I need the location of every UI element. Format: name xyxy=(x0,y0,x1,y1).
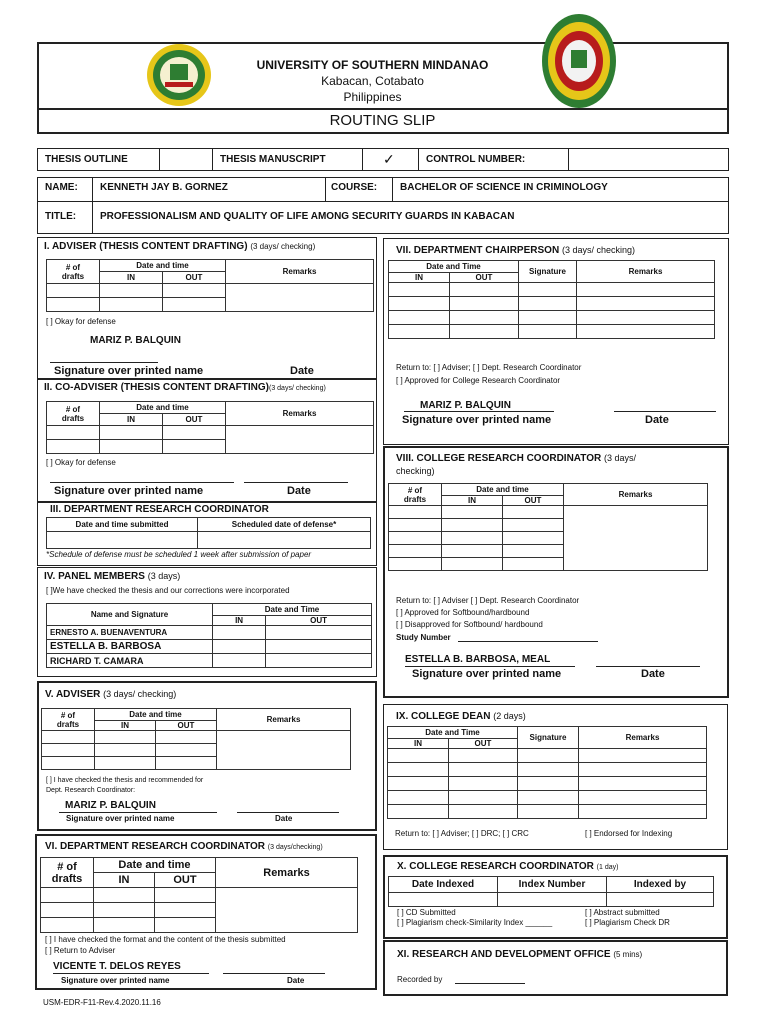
section-9-college-dean xyxy=(383,704,728,850)
s8-return[interactable]: Return to: [ ] Adviser [ ] Dept. Research Coordinator xyxy=(396,596,580,605)
s1-title: I. ADVISER (THESIS CONTENT DRAFTING) xyxy=(44,241,248,252)
section-2-co-adviser xyxy=(37,379,377,502)
s4-note: (3 days) xyxy=(147,571,181,581)
s6-table: # of drafts Date and time Remarks IN OUT xyxy=(40,857,358,933)
s8-study-number-line[interactable] xyxy=(458,641,598,642)
section-7-dept-chairperson xyxy=(383,238,729,445)
s1-signer: MARIZ P. BALQUIN xyxy=(90,335,181,346)
thesis-manuscript-label: THESIS MANUSCRIPT xyxy=(220,154,326,165)
section-1-adviser xyxy=(37,237,377,379)
s7-signer: MARIZ P. BALQUIN xyxy=(420,400,511,411)
s8-study-number-label: Study Number xyxy=(396,633,451,642)
university-town: Kabacan, Cotabato xyxy=(321,74,424,88)
s10-table: Date Indexed Index Number Indexed by xyxy=(388,876,714,907)
s8-date-label: Date xyxy=(641,668,665,680)
check-mark: ✓ xyxy=(383,151,395,167)
s5-table: # of drafts Date and time Remarks IN OUT xyxy=(41,708,351,770)
s8-title: VIII. COLLEGE RESEARCH COORDINATOR xyxy=(396,453,602,464)
s5-sig-label: Signature over printed name xyxy=(66,814,175,823)
s7-sig-label: Signature over printed name xyxy=(402,414,552,426)
s10-plagiarism-index[interactable]: [ ] Plagiarism check-Similarity Index ______ xyxy=(397,918,553,927)
section-10-college-research-coordinator xyxy=(383,855,728,939)
s7-note: (3 days/ checking) xyxy=(561,245,635,255)
s6-date-label: Date xyxy=(287,976,305,985)
s4-title: IV. PANEL MEMBERS xyxy=(44,571,145,582)
s6-title: VI. DEPARTMENT RESEARCH COORDINATOR xyxy=(45,841,266,852)
s6-return-adviser[interactable]: [ ] Return to Adviser xyxy=(45,946,116,955)
s7-approved[interactable]: [ ] Approved for College Research Coordinator xyxy=(396,376,561,385)
section-8-college-research-coordinator xyxy=(383,446,729,698)
thesis-outline-label: THESIS OUTLINE xyxy=(45,154,128,165)
s2-date-label: Date xyxy=(287,485,311,497)
university-country: Philippines xyxy=(343,90,402,104)
s9-note: (2 days) xyxy=(493,711,526,721)
s8-note: (3 days/ xyxy=(603,453,636,463)
s1-sig-label: Signature over printed name xyxy=(54,365,204,377)
s10-plagiarism-dr[interactable]: [ ] Plagiarism Check DR xyxy=(585,918,670,927)
s7-table: Date and Time Signature Remarks IN OUT xyxy=(388,260,715,339)
s2-title: II. CO-ADVISER (THESIS CONTENT DRAFTING) xyxy=(44,382,269,393)
title-label: TITLE: xyxy=(45,211,77,222)
s1-note: (3 days/ checking) xyxy=(250,242,316,251)
section-5-adviser xyxy=(37,681,377,831)
section-6-dept-research-coordinator xyxy=(35,834,377,990)
s5-note: (3 days/ checking) xyxy=(103,689,177,699)
s6-sig-label: Signature over printed name xyxy=(61,976,170,985)
s6-signer: VICENTE T. DELOS REYES xyxy=(53,961,181,972)
s1-okay-checkbox[interactable]: [ ] Okay for defense xyxy=(46,317,116,326)
panel-member-3: RICHARD T. CAMARA xyxy=(47,654,213,668)
s6-note: (3 days/checking) xyxy=(267,844,323,851)
s8-approved[interactable]: [ ] Approved for Softbound/hardbound xyxy=(396,608,530,617)
s5-signer: MARIZ P. BALQUIN xyxy=(65,800,156,811)
s2-okay-checkbox[interactable]: [ ] Okay for defense xyxy=(46,458,116,467)
s3-title: III. DEPARTMENT RESEARCH COORDINATOR xyxy=(50,504,269,515)
s7-title: VII. DEPARTMENT CHAIRPERSON xyxy=(396,245,560,256)
s4-checked-checkbox[interactable]: [ ]We have checked the thesis and our corrections were incorporated xyxy=(46,586,290,595)
s11-recorded-line[interactable] xyxy=(455,983,525,984)
s9-return[interactable]: Return to: [ ] Adviser; [ ] DRC; [ ] CRC xyxy=(395,829,529,838)
s8-note-line2: checking) xyxy=(396,466,435,476)
title-value: PROFESSIONALISM AND QUALITY OF LIFE AMONG SECURITY GUARDS IN KABACAN xyxy=(100,211,515,222)
s5-date-label: Date xyxy=(275,814,293,823)
s9-endorsed[interactable]: [ ] Endorsed for Indexing xyxy=(585,829,673,838)
control-number-label: CONTROL NUMBER: xyxy=(426,154,526,165)
s10-note: (1 day) xyxy=(596,864,619,871)
s2-table: # of drafts Date and time Remarks IN OUT xyxy=(46,401,374,454)
course-label: COURSE: xyxy=(331,182,378,193)
s10-cd-submitted[interactable]: [ ] CD Submitted xyxy=(397,908,456,917)
name-value: KENNETH JAY B. GORNEZ xyxy=(100,182,228,193)
s8-table: # of drafts Date and time Remarks IN OUT xyxy=(388,483,708,571)
s3-table: Date and time submitted Scheduled date of defense* xyxy=(46,517,371,549)
s11-note: (5 mins) xyxy=(613,950,643,959)
section-4-panel-members xyxy=(37,567,377,677)
s8-sig-label: Signature over printed name xyxy=(412,668,562,680)
form-code: USM-EDR-F11-Rev.4.2020.11.16 xyxy=(43,998,161,1007)
s7-return[interactable]: Return to: [ ] Adviser; [ ] Dept. Research Coordinator xyxy=(396,363,582,372)
s8-signer: ESTELLA B. BARBOSA, MEAL xyxy=(405,654,551,665)
s3-footnote: *Schedule of defense must be scheduled 1 week after submission of paper xyxy=(46,550,312,559)
s5-title: V. ADVISER xyxy=(45,689,101,700)
s1-date-label: Date xyxy=(290,365,314,377)
s10-title: X. COLLEGE RESEARCH COORDINATOR xyxy=(397,861,594,872)
s9-title: IX. COLLEGE DEAN xyxy=(396,711,491,722)
s7-date-label: Date xyxy=(645,414,669,426)
s5-check-line2: Dept. Research Coordinator: xyxy=(46,787,136,794)
s10-abstract-submitted[interactable]: [ ] Abstract submitted xyxy=(585,908,660,917)
s2-note: (3 days/ checking) xyxy=(269,385,326,392)
section-11-research-development-office xyxy=(383,940,728,996)
university-name: UNIVERSITY OF SOUTHERN MINDANAO xyxy=(256,58,489,72)
s2-sig-label: Signature over printed name xyxy=(54,485,204,497)
course-value: BACHELOR OF SCIENCE IN CRIMINOLOGY xyxy=(400,182,608,193)
section-3-dept-research-coordinator xyxy=(37,502,377,566)
s1-table: # of drafts Date and time Remarks IN OUT xyxy=(46,259,374,312)
s9-table: Date and Time Signature Remarks IN OUT xyxy=(387,726,707,819)
name-label: NAME: xyxy=(45,182,78,193)
s11-title: XI. RESEARCH AND DEVELOPMENT OFFICE xyxy=(397,949,611,960)
s6-check-format[interactable]: [ ] I have checked the format and the content of the thesis submitted xyxy=(45,935,286,944)
s5-check-line1[interactable]: [ ] I have checked the thesis and recommended for xyxy=(46,777,204,784)
doc-title: ROUTING SLIP xyxy=(329,112,436,129)
panel-member-2: ESTELLA B. BARBOSA xyxy=(47,640,213,654)
s4-table: Name and Signature Date and Time IN OUT ERNESTO A. BUENAVENTURA ESTELLA B. BARBOSA RICHARD T. CAMARA xyxy=(46,603,372,668)
s8-disapproved[interactable]: [ ] Disapproved for Softbound/ hardbound xyxy=(396,620,543,629)
panel-member-1: ERNESTO A. BUENAVENTURA xyxy=(47,626,213,640)
s11-recorded-label: Recorded by xyxy=(397,975,443,984)
